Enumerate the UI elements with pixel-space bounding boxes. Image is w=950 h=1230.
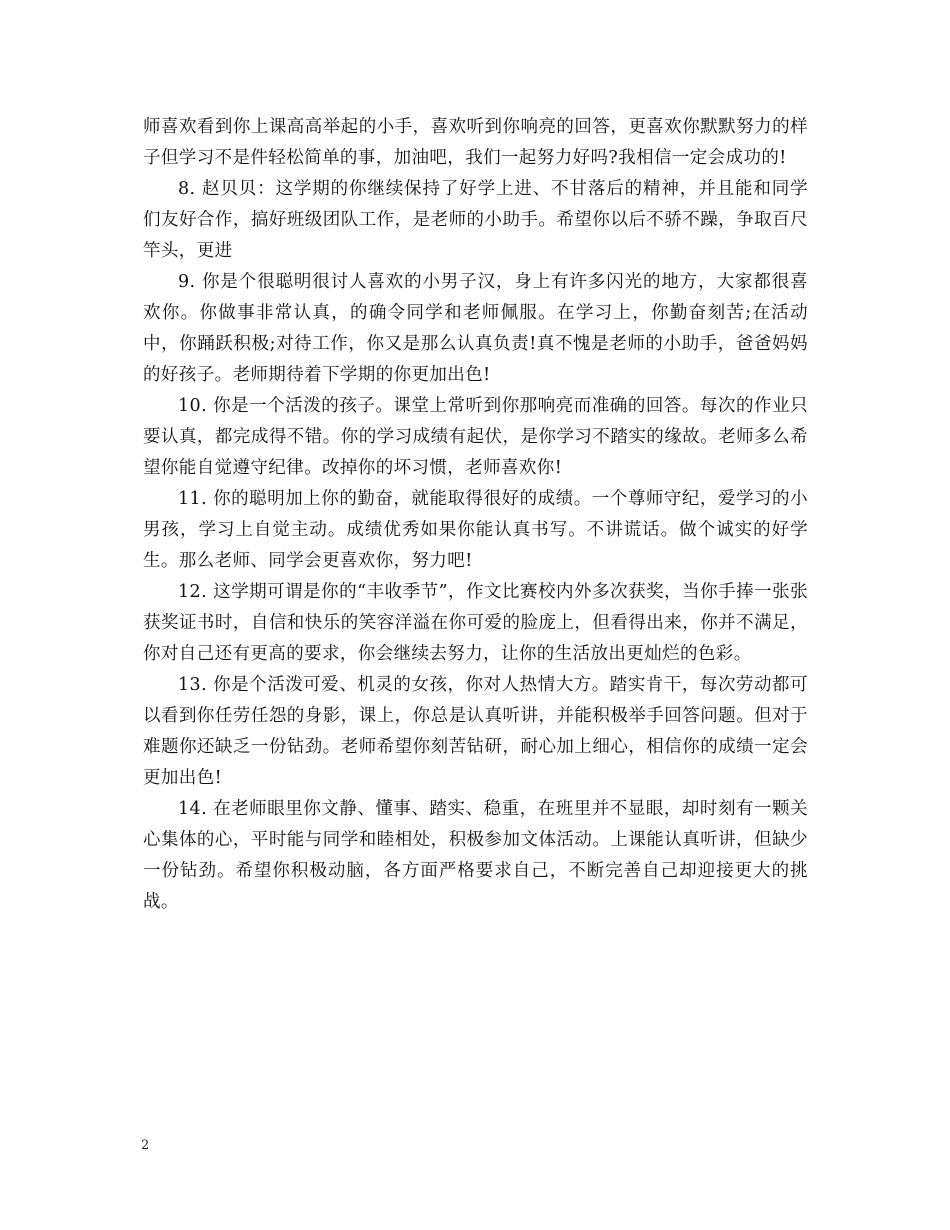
paragraph-continuation: 师喜欢看到你上课高高举起的小手，喜欢听到你响亮的回答，更喜欢你默默努力的样子但学习不是件轻松简单的事，加油吧，我们一起努力好吗?我相信一定会成功的!	[143, 117, 808, 168]
paragraph-item-13: 13. 你是个活泼可爱、机灵的女孩，你对人热情大方。踏实肯干，每次劳动都可以看到你任劳任怨的身影，课上，你总是认真听讲，并能积极举手回答问题。但对于难题你还缺乏一份钻劲。老师希望你刻苦钻研，耐心加上细心，相信你的成绩一定会更加出色!	[143, 675, 808, 788]
document-body	[143, 112, 808, 918]
paragraph-item-11: 11. 你的聪明加上你的勤奋，就能取得很好的成绩。一个尊师守纪，爱学习的小男孩，学习上自觉主动。成绩优秀如果你能认真书写。不讲谎话。做个诚实的好学生。那么老师、同学会更喜欢你，努力吧!	[143, 489, 808, 571]
page-number: 2	[141, 1138, 150, 1153]
paragraph-item-14: 14. 在老师眼里你文静、懂事、踏实、稳重，在班里并不显眼，却时刻有一颗关心集体的心，平时能与同学和睦相处，积极参加文体活动。上课能认真听讲，但缺少一份钻劲。希望你积极动脑，各方面严格要求自己，不断完善自己却迎接更大的挑战。	[143, 799, 808, 912]
paragraph-item-8: 8. 赵贝贝：这学期的你继续保持了好学上进、不甘落后的精神，并且能和同学们友好合作，搞好班级团队工作，是老师的小助手。希望你以后不骄不躁，争取百尺竿头，更进	[143, 179, 808, 261]
paragraph-item-9: 9. 你是个很聪明很讨人喜欢的小男子汉，身上有许多闪光的地方，大家都很喜欢你。你做事非常认真，的确令同学和老师佩服。在学习上，你勤奋刻苦;在活动中，你踊跃积极;对待工作，你又是那么认真负责!真不愧是老师的小助手，爸爸妈妈的好孩子。老师期待着下学期的你更加出色!	[143, 272, 808, 385]
paragraph-item-12: 12. 这学期可谓是你的“丰收季节”，作文比赛校内外多次获奖，当你手捧一张张获奖证书时，自信和快乐的笑容洋溢在你可爱的脸庞上，但看得出来，你并不满足，你对自己还有更高的要求，你会继续去努力，让你的生活放出更灿烂的色彩。	[143, 582, 808, 664]
paragraph-item-10: 10. 你是一个活泼的孩子。课堂上常听到你那响亮而准确的回答。每次的作业只要认真，都完成得不错。你的学习成绩有起伏，是你学习不踏实的缘故。老师多么希望你能自觉遵守纪律。改掉你的坏习惯，老师喜欢你!	[143, 396, 808, 478]
